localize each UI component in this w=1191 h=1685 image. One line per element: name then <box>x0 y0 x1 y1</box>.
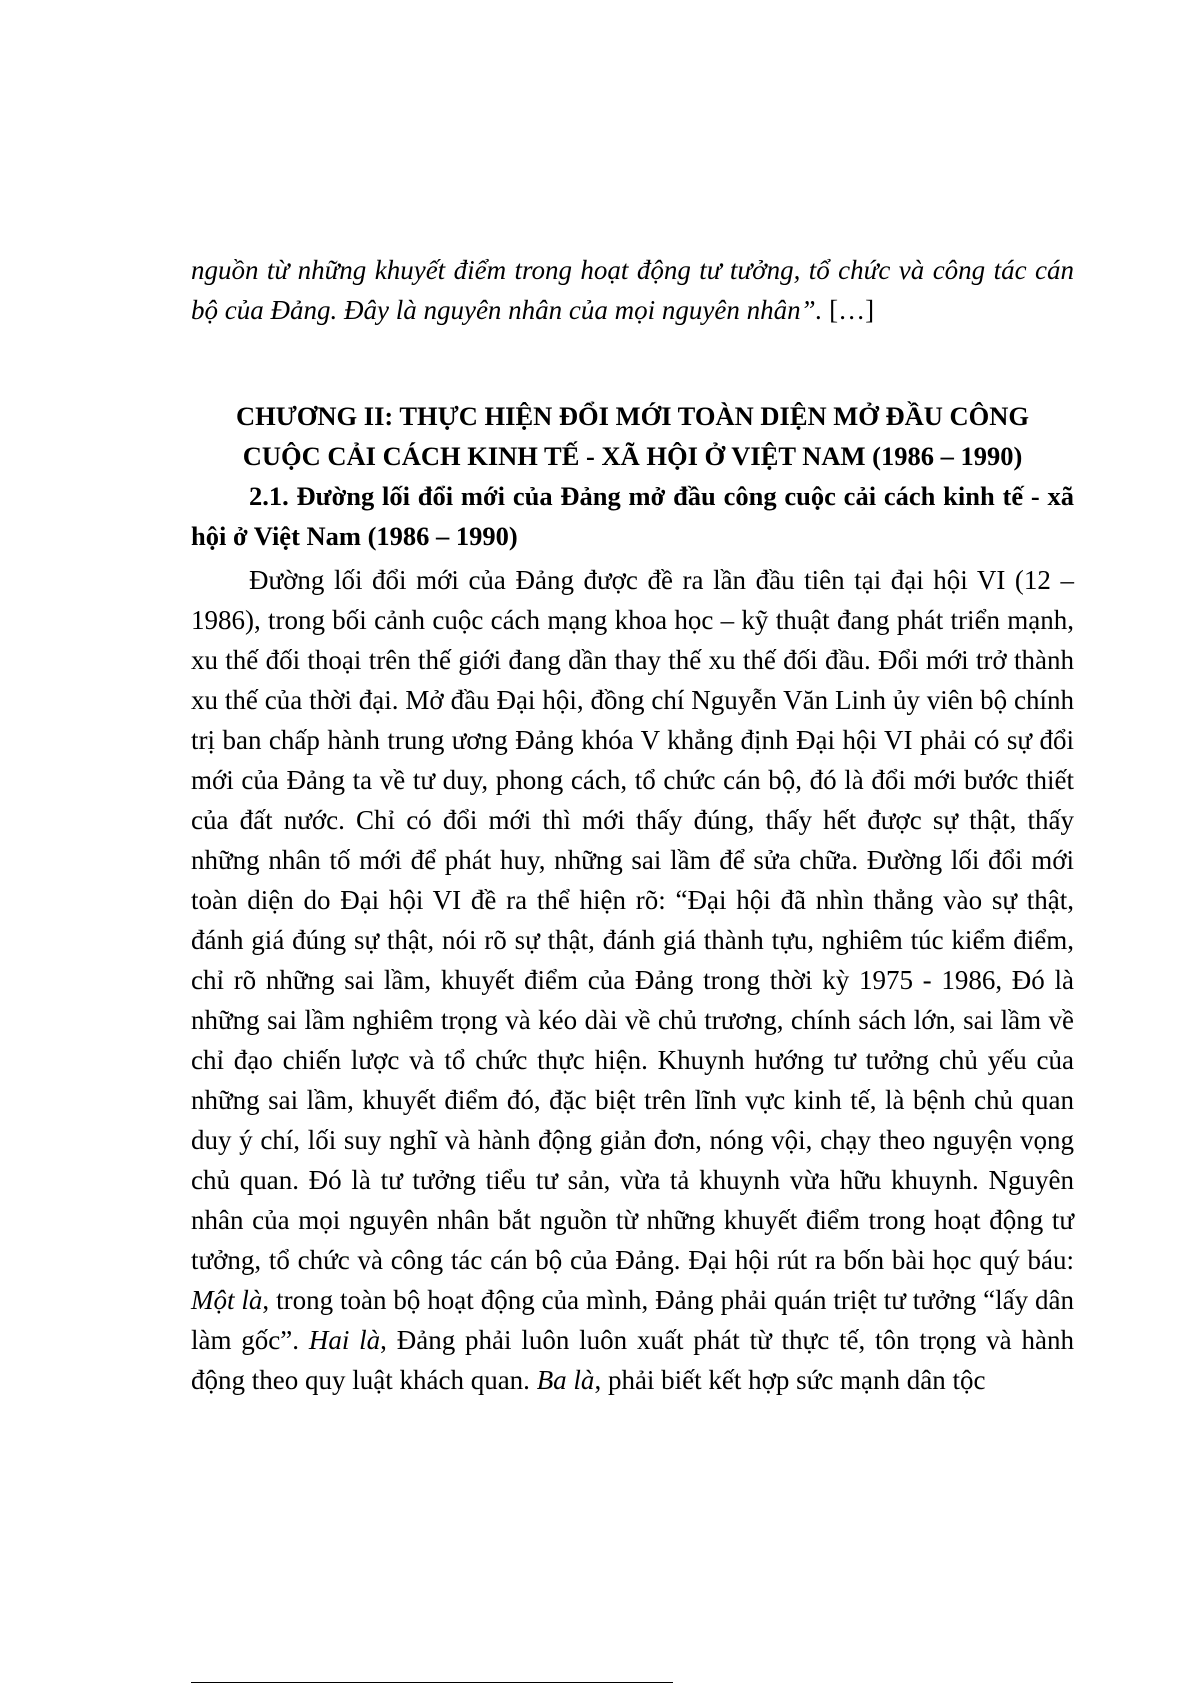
chapter-title-line-2: CUỘC CẢI CÁCH KINH TẾ - XÃ HỘI Ở VIỆT NAM (1986 – 1990) <box>242 441 1023 471</box>
quote-text: nguồn từ những khuyết điểm trong hoạt động tư tưởng, tổ chức và công tác cán bộ của Đảng. Đây là nguyên nhân của mọi nguyên nhân”. <box>191 255 1074 325</box>
section-title: 2.1. Đường lối đổi mới của Đảng mở đầu công cuộc cải cách kinh tế - xã hội ở Việt Nam (1986 – 1990) <box>191 481 1074 551</box>
lesson-three-label: Ba là <box>536 1365 595 1395</box>
body-paragraph <box>191 560 1074 1400</box>
lesson-one-text: , trong toàn bộ hoạt động của mình, Đảng phải quán triệt tư tưởng “lấy dân làm gốc”. <box>191 1285 1074 1355</box>
lesson-two-label: Hai là <box>308 1325 381 1355</box>
lesson-two-text: , Đảng phải luôn luôn xuất phát từ thực tế, tôn trọng và hành động theo quy luật khách quan. <box>191 1325 1074 1395</box>
chapter-title-line-1: CHƯƠNG II: THỰC HIỆN ĐỔI MỚI TOÀN DIỆN MỞ ĐẦU CÔNG <box>235 401 1030 431</box>
chapter-title <box>191 396 1074 476</box>
quote-ellipsis: […] <box>822 295 875 325</box>
lesson-three-text: , phải biết kết hợp sức mạnh dân tộc <box>594 1365 986 1395</box>
quote-continuation <box>191 250 1074 330</box>
footnote-separator <box>191 1682 673 1683</box>
paragraph-text: Đường lối đổi mới của Đảng được đề ra lần đầu tiên tại đại hội VI (12 – 1986), trong bối cảnh cuộc cách mạng khoa học – kỹ thuật đang phát triển mạnh, xu thế đối thoại trên thế giới đang dần thay thế xu thế đối đầu. Đổi mới trở thành xu thế của thời đại. Mở đầu Đại hội, đồng chí Nguyễn Văn Linh ủy viên bộ chính trị ban chấp hành trung ương Đảng khóa V khẳng định Đại hội VI phải có sự đổi mới của Đảng ta về tư duy, phong cách, tổ chức cán bộ, đó là đổi mới bước thiết của đất nước. Chỉ có đổi mới thì mới thấy đúng, thấy hết được sự thật, thấy những nhân tố mới để phát huy, những sai lầm để sửa chữa. Đường lối đổi mới toàn diện do Đại hội VI đề ra thể hiện rõ: “Đại hội đã nhìn thẳng vào sự thật, đánh giá đúng sự thật, nói rõ sự thật, đánh giá thành tựu, nghiêm túc kiểm điểm, chỉ rõ những sai lầm, khuyết điểm của Đảng trong thời kỳ 1975 - 1986, Đó là những sai lầm nghiêm trọng và kéo dài về chủ trương, chính sách lớn, sai lầm về chỉ đạo chiến lược và tổ chức thực hiện. Khuynh hướng tư tưởng chủ yếu của những sai lầm, khuyết điểm đó, đặc biệt trên lĩnh vực kinh tế, là bệnh chủ quan duy ý chí, lối suy nghĩ và hành động giản đơn, nóng vội, chạy theo nguyện vọng chủ quan. Đó là tư tưởng tiểu tư sản, vừa tả khuynh vừa hữu khuynh. Nguyên nhân của mọi nguyên nhân bắt nguồn từ những khuyết điểm trong hoạt động tư tưởng, tổ chức và công tác cán bộ của Đảng. Đại hội rút ra bốn bài học quý báu: <box>191 565 1074 1275</box>
lesson-one-label: Một là <box>191 1285 263 1315</box>
page-content <box>191 250 1074 1400</box>
